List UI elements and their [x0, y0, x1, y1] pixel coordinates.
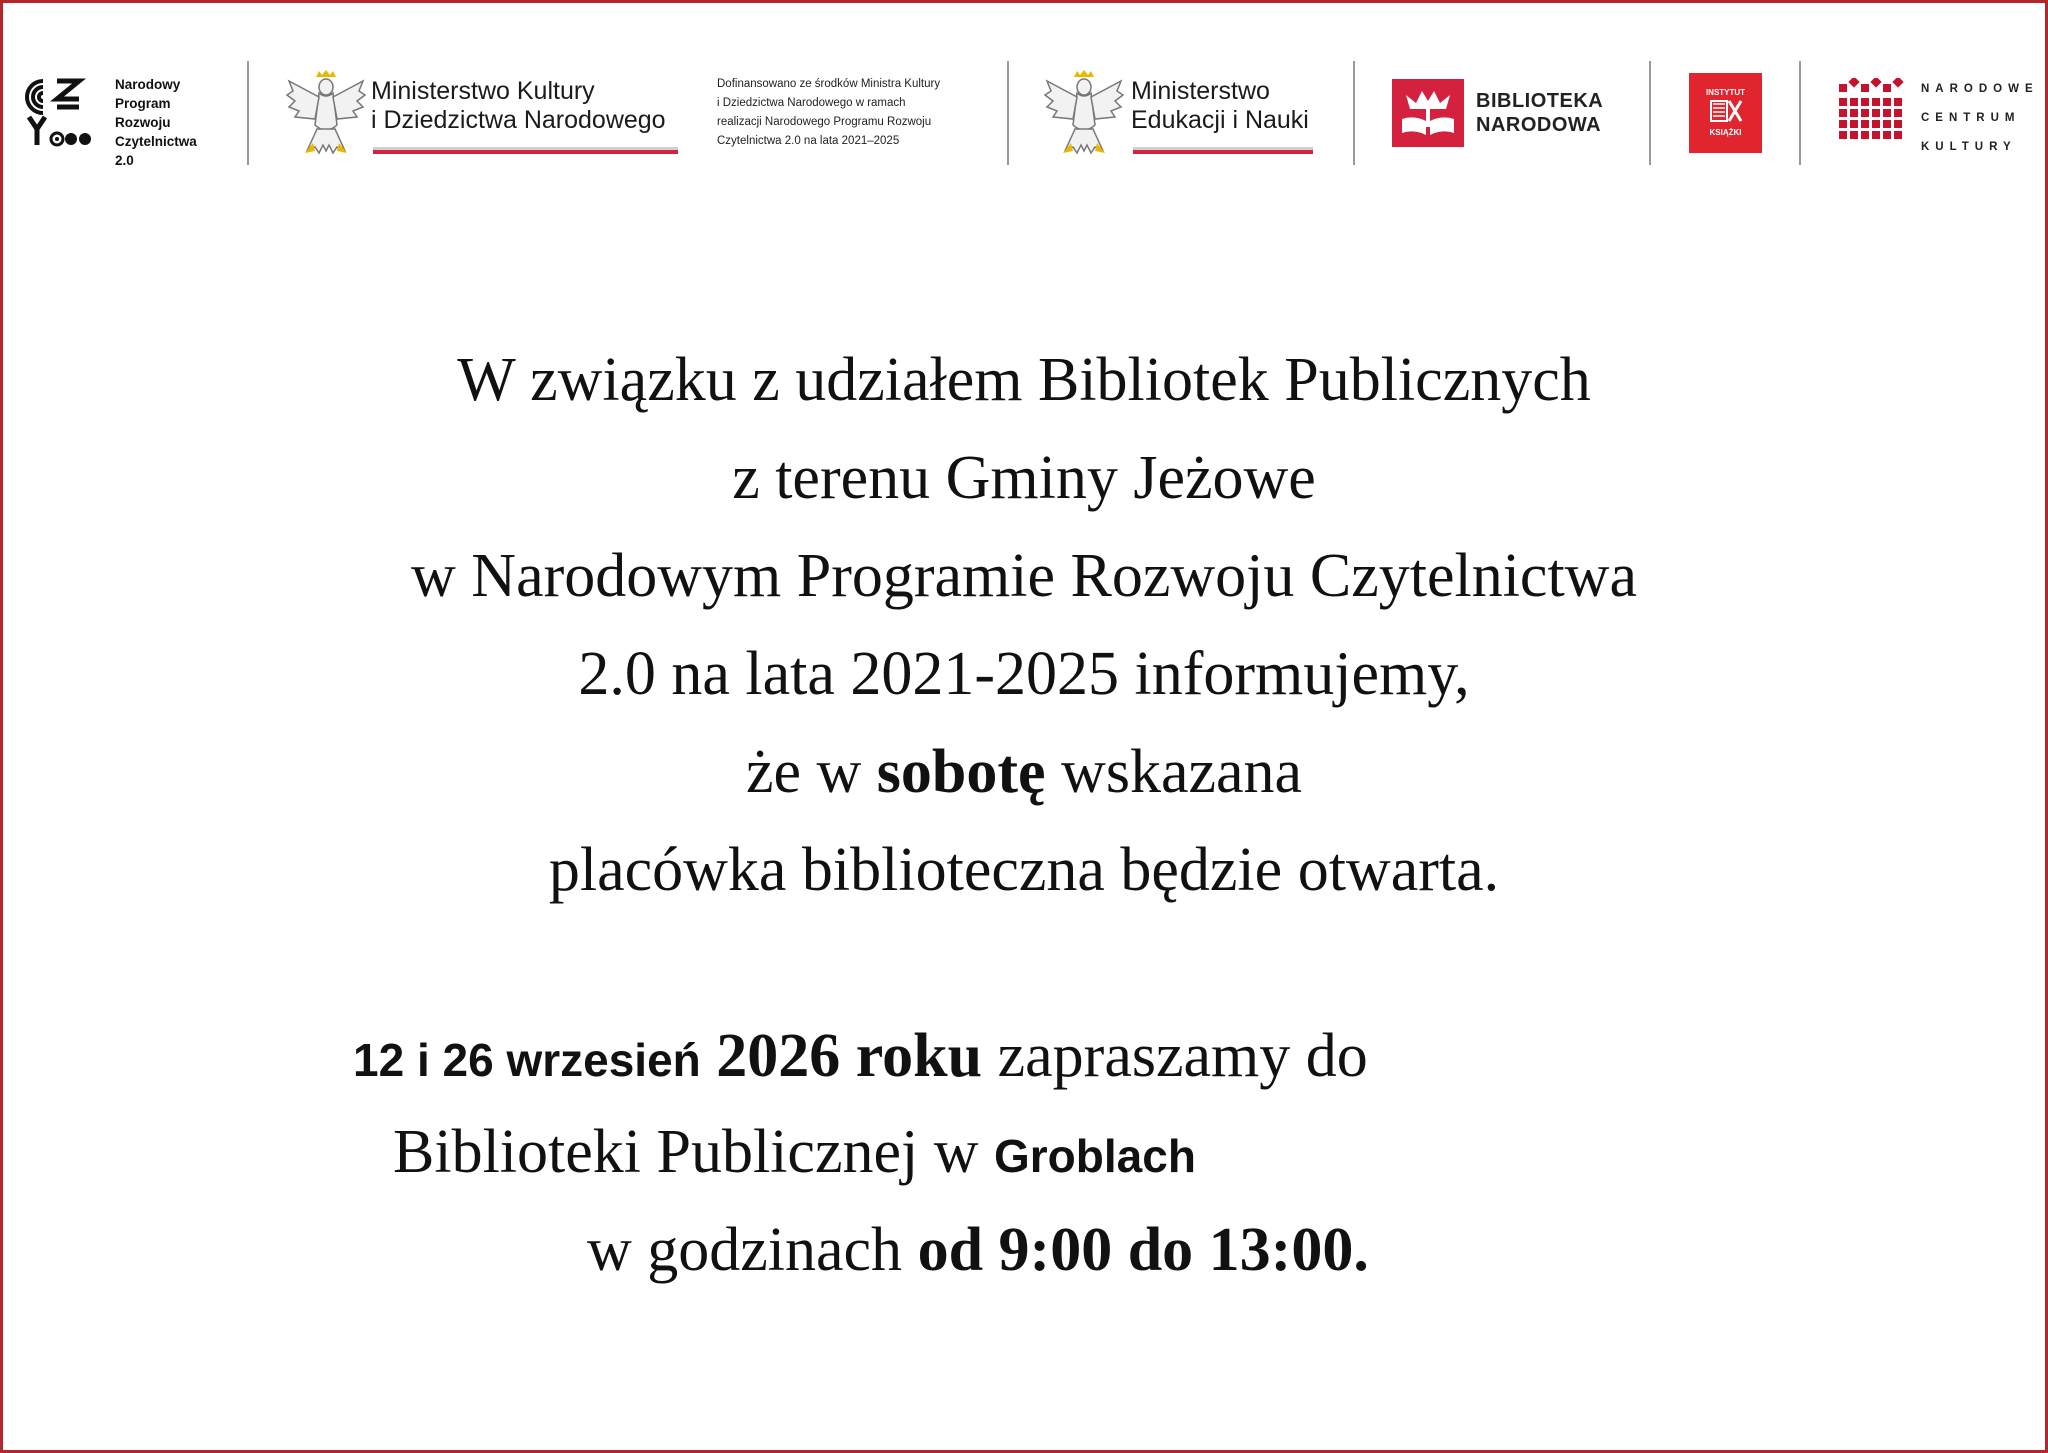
- nprc-line: 2.0: [115, 153, 134, 168]
- line5-pre: że w: [745, 738, 877, 806]
- nck-line: NARODOWE: [1921, 83, 2039, 95]
- polish-eagle-icon: [1043, 69, 1125, 157]
- instytut-ksiazki-logo-icon: [1689, 73, 1762, 153]
- ik-line2: KSIĄŻKI: [1709, 128, 1742, 137]
- hours-pre: w godzinach: [587, 1216, 918, 1284]
- nprc-line: Czytelnictwa: [115, 134, 197, 149]
- divider: [1799, 61, 1801, 165]
- funding-line: Dofinansowano ze środków Ministra Kultury: [717, 78, 941, 90]
- funding-line: Czytelnictwa 2.0 na lata 2021–2025: [717, 135, 900, 147]
- divider: [247, 61, 249, 165]
- announcement-line: 2.0 na lata 2021-2025 informujemy,: [578, 640, 1470, 708]
- nprc-logo-icon: [21, 75, 95, 149]
- announcement: [3, 331, 2045, 919]
- funding-note: [717, 75, 940, 151]
- ministry-education-name: [1131, 77, 1309, 135]
- nprc-logo-text: [115, 75, 197, 170]
- divider: [1007, 61, 1009, 165]
- dates-line: [353, 1021, 1368, 1092]
- ministry-education-line1: Ministerstwo: [1131, 77, 1270, 105]
- line5-post: wskazana: [1045, 738, 1303, 806]
- nprc-line: Rozwoju: [115, 115, 171, 130]
- nck-line: CENTRUM: [1921, 112, 2021, 124]
- ministry-education-line2: Edukacji i Nauki: [1131, 106, 1309, 134]
- saturday-word: sobotę: [876, 738, 1046, 806]
- bn-line1: BIBLIOTEKA: [1476, 90, 1604, 112]
- ministry-culture-line1: Ministerstwo Kultury: [371, 77, 595, 105]
- hours-line: [587, 1215, 1369, 1286]
- year: 2026 roku: [716, 1022, 983, 1090]
- bn-line2: NARODOWA: [1476, 114, 1602, 136]
- announcement-line: w Narodowym Programie Rozwoju Czytelnictwa: [411, 542, 1637, 610]
- funding-line: realizacji Narodowego Programu Rozwoju: [717, 116, 932, 128]
- ministry-culture-line2: i Dziedzictwa Narodowego: [371, 106, 666, 134]
- nprc-line: Program: [115, 96, 171, 111]
- polish-eagle-icon: [285, 69, 367, 157]
- announcement-line: W związku z udziałem Bibliotek Publicznych: [457, 346, 1591, 414]
- library-line: [393, 1117, 1196, 1188]
- announcement-line-saturday: [3, 723, 2045, 821]
- hours: od 9:00 do 13:00.: [917, 1216, 1369, 1284]
- flag-bar: [373, 147, 678, 153]
- invite: zapraszamy do: [982, 1022, 1368, 1090]
- ik-line1: INSTYTUT: [1705, 88, 1746, 97]
- flag-bar: [1133, 147, 1313, 153]
- funding-line: i Dziedzictwa Narodowego w ramach: [717, 97, 906, 109]
- divider: [1353, 61, 1355, 165]
- biblioteka-narodowa-name: [1476, 89, 1603, 137]
- logo-strip: [3, 3, 2045, 173]
- announcement-line: placówka biblioteczna będzie otwarta.: [548, 836, 1500, 904]
- nck-name: [1921, 75, 2039, 162]
- ministry-culture-name: [371, 77, 666, 135]
- announcement-line: z terenu Gminy Jeżowe: [732, 444, 1316, 512]
- dates: 12 i 26 wrzesień: [353, 1034, 701, 1086]
- crown-book-icon: [1392, 79, 1464, 147]
- divider: [1649, 61, 1651, 165]
- nck-line: KULTURY: [1921, 141, 2017, 153]
- nprc-line: Narodowy: [115, 77, 181, 92]
- library-pre: Biblioteki Publicznej w: [393, 1118, 994, 1186]
- library-place: Groblach: [994, 1130, 1196, 1182]
